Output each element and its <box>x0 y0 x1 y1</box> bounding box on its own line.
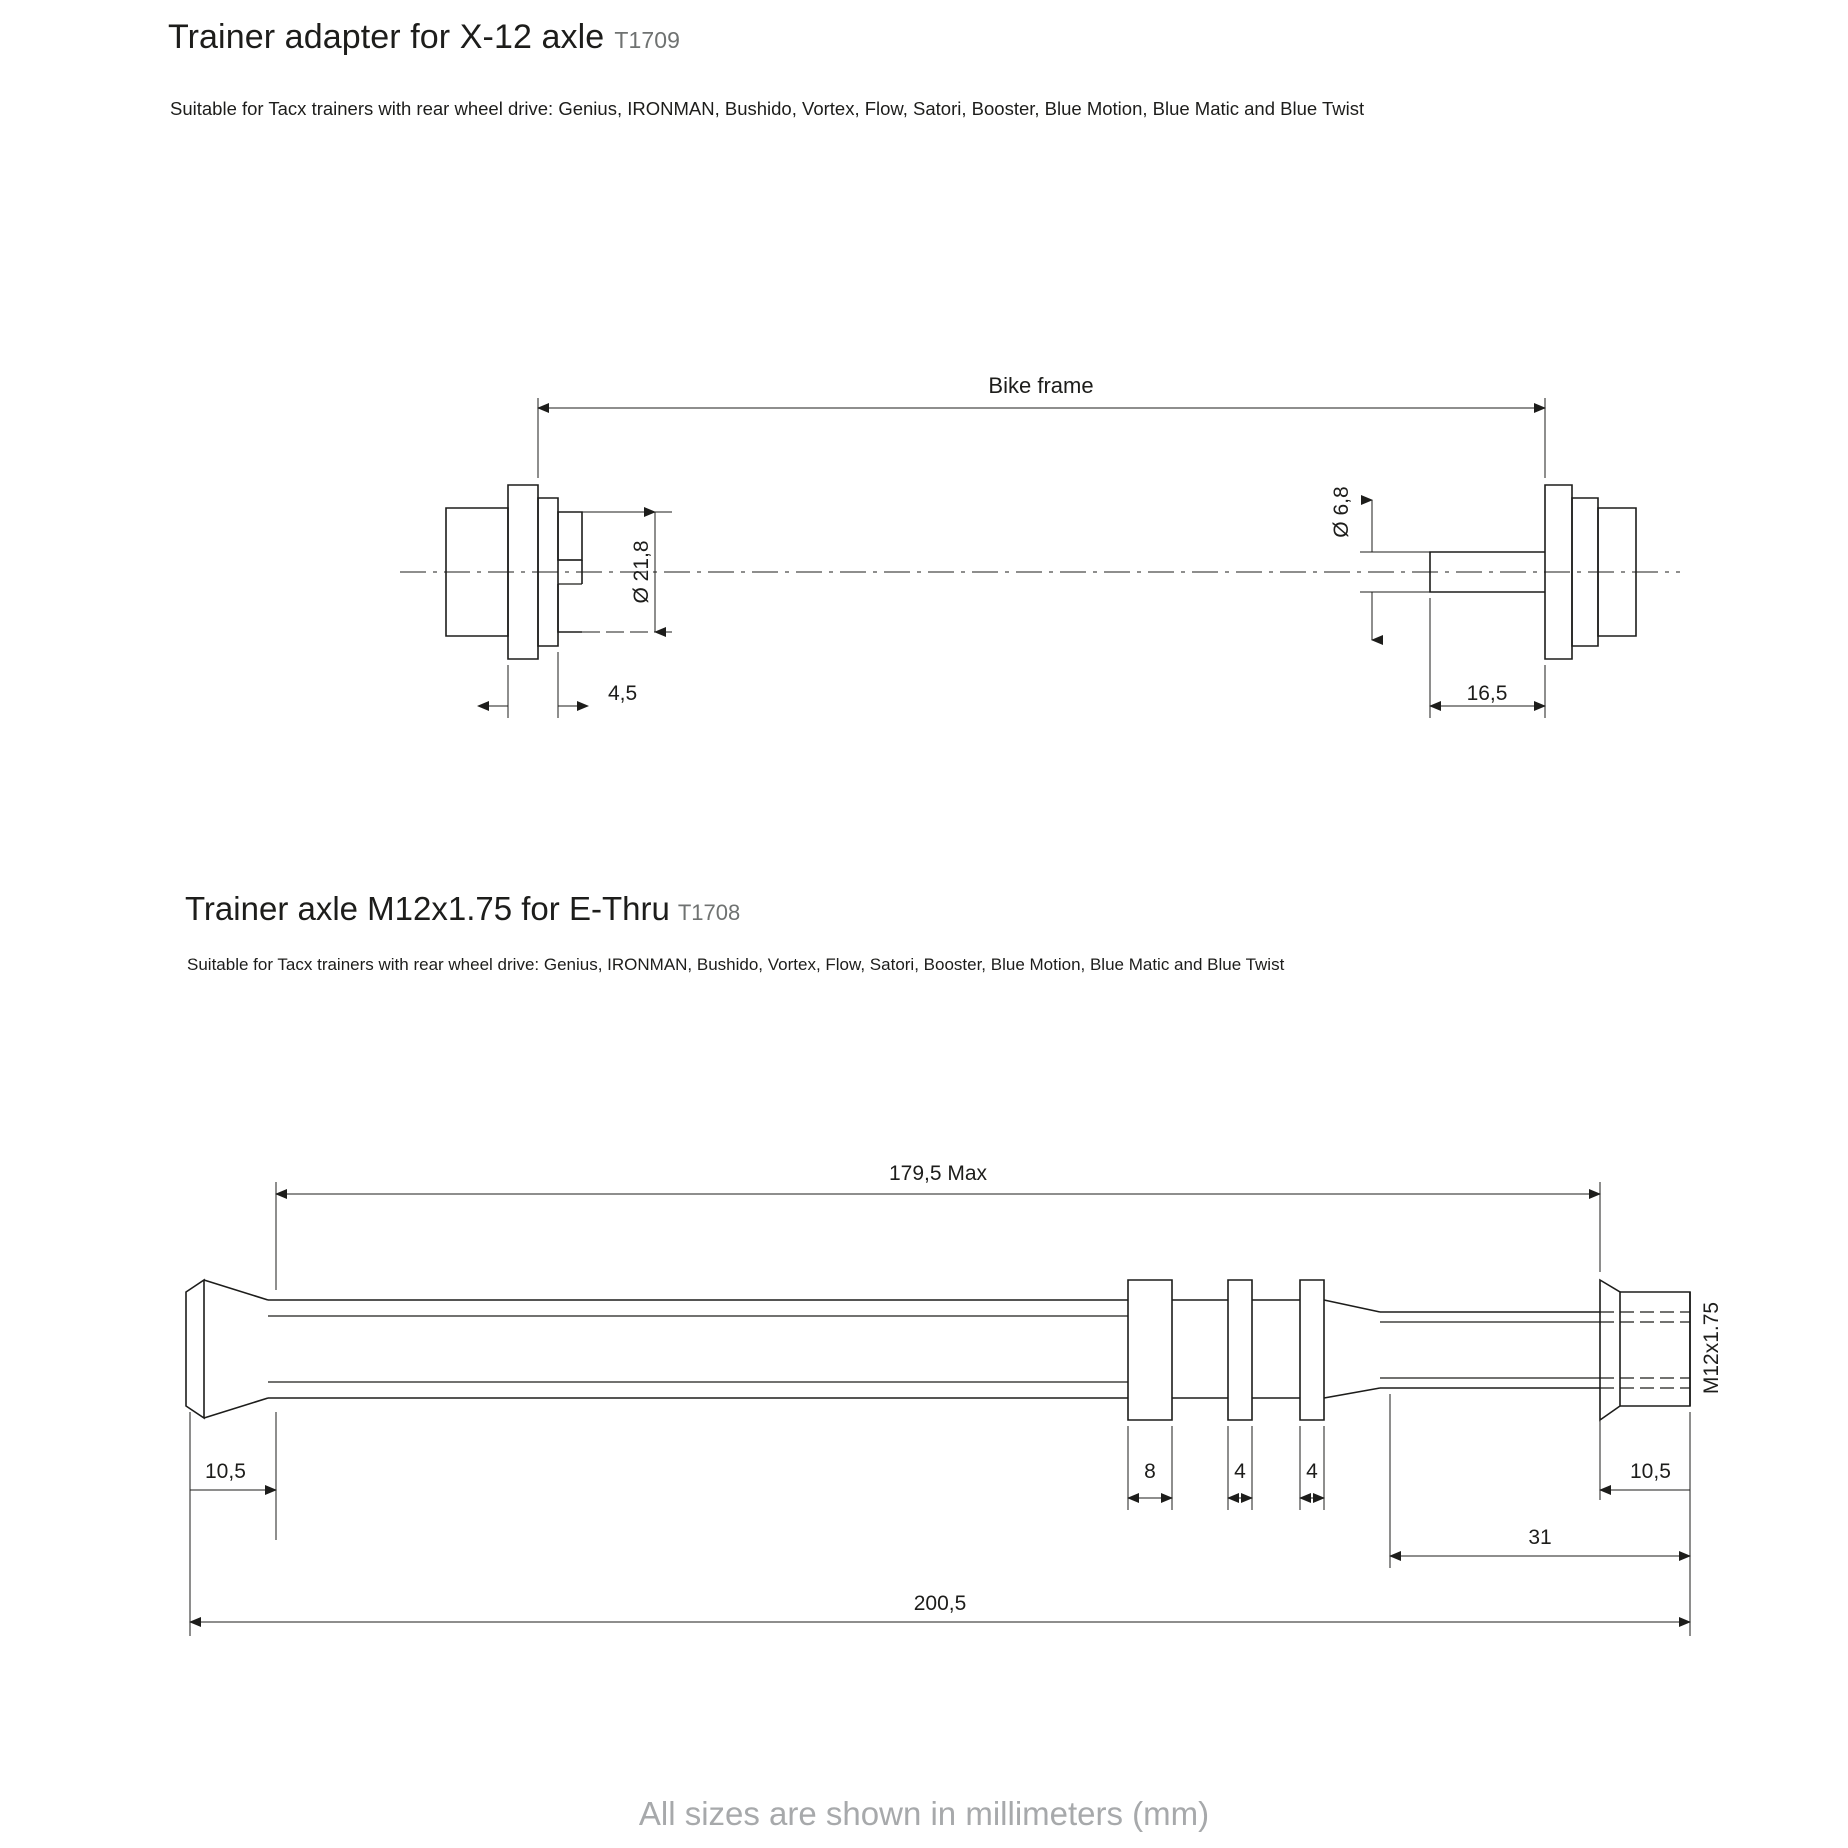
dim-8-label: 8 <box>1144 1460 1156 1483</box>
x12-adapter-drawing <box>400 373 1680 718</box>
left-adapter-nose <box>558 512 582 560</box>
dim-left-10-5-label: 10,5 <box>205 1460 246 1483</box>
axle-left-taper-bottom <box>204 1398 268 1418</box>
axle-collar-1 <box>1128 1280 1172 1420</box>
bike-frame-label: Bike frame <box>988 373 1094 398</box>
dia-21-8-label: Ø 21,8 <box>630 540 653 604</box>
axle-right-head-taper <box>1600 1280 1620 1420</box>
section-2-title-text: Trainer axle M12x1.75 for E-Thru <box>185 890 670 927</box>
left-adapter-cylinder <box>446 508 508 636</box>
dim-16-5-label: 16,5 <box>1466 682 1508 705</box>
dim-4-5-label: 4,5 <box>608 682 638 705</box>
dim-31-label: 31 <box>1528 1526 1552 1549</box>
section-1-product-code: T1709 <box>614 27 681 53</box>
section-2-subtitle: Suitable for Tacx trainers with rear wheel drive: Genius, IRONMAN, Bushido, Vortex, Flow, Satori, Booster, Blue Motion, Blue Matic and Blue Twist <box>187 955 1285 974</box>
dim-179-5-max-label: 179,5 Max <box>888 1162 988 1185</box>
section-2-title <box>185 890 740 928</box>
dim-200-5-label: 200,5 <box>913 1592 967 1615</box>
axle-collar-2 <box>1228 1280 1252 1420</box>
axle-collar-3 <box>1300 1280 1324 1420</box>
dim-4-first-label: 4 <box>1234 1460 1246 1483</box>
thread-taper-bottom <box>1324 1388 1380 1398</box>
right-adapter-pin <box>1430 552 1545 592</box>
axle-left-head <box>186 1280 204 1418</box>
dia-6-8-label: Ø 6,8 <box>1330 486 1353 538</box>
right-adapter-cylinder <box>1598 508 1636 636</box>
axle-left-taper-top <box>204 1280 268 1300</box>
section-2-product-code: T1708 <box>677 900 741 925</box>
section-1-subtitle: Suitable for Tacx trainers with rear wheel drive: Genius, IRONMAN, Bushido, Vortex, Flow, Satori, Booster, Blue Motion, Blue Matic and Blue Twist <box>170 98 1365 119</box>
right-adapter-flange <box>1545 485 1572 659</box>
section-1-title-text: Trainer adapter for X-12 axle <box>168 18 605 56</box>
right-adapter-shoulder <box>1572 498 1598 646</box>
axle-right-head <box>1620 1292 1690 1406</box>
dim-right-10-5-label: 10,5 <box>1630 1460 1671 1483</box>
left-adapter-shoulder <box>538 498 558 646</box>
left-adapter-nose-lower <box>558 584 582 632</box>
left-adapter-flange <box>508 485 538 659</box>
units-footnote: All sizes are shown in millimeters (mm) <box>638 1795 1210 1832</box>
thread-taper-top <box>1324 1300 1380 1312</box>
ethru-axle-drawing <box>186 1162 1723 1636</box>
section-1-title <box>168 18 680 57</box>
thread-spec-label: M12x1.75 <box>1700 1301 1723 1395</box>
dim-4-second-label: 4 <box>1306 1460 1318 1483</box>
